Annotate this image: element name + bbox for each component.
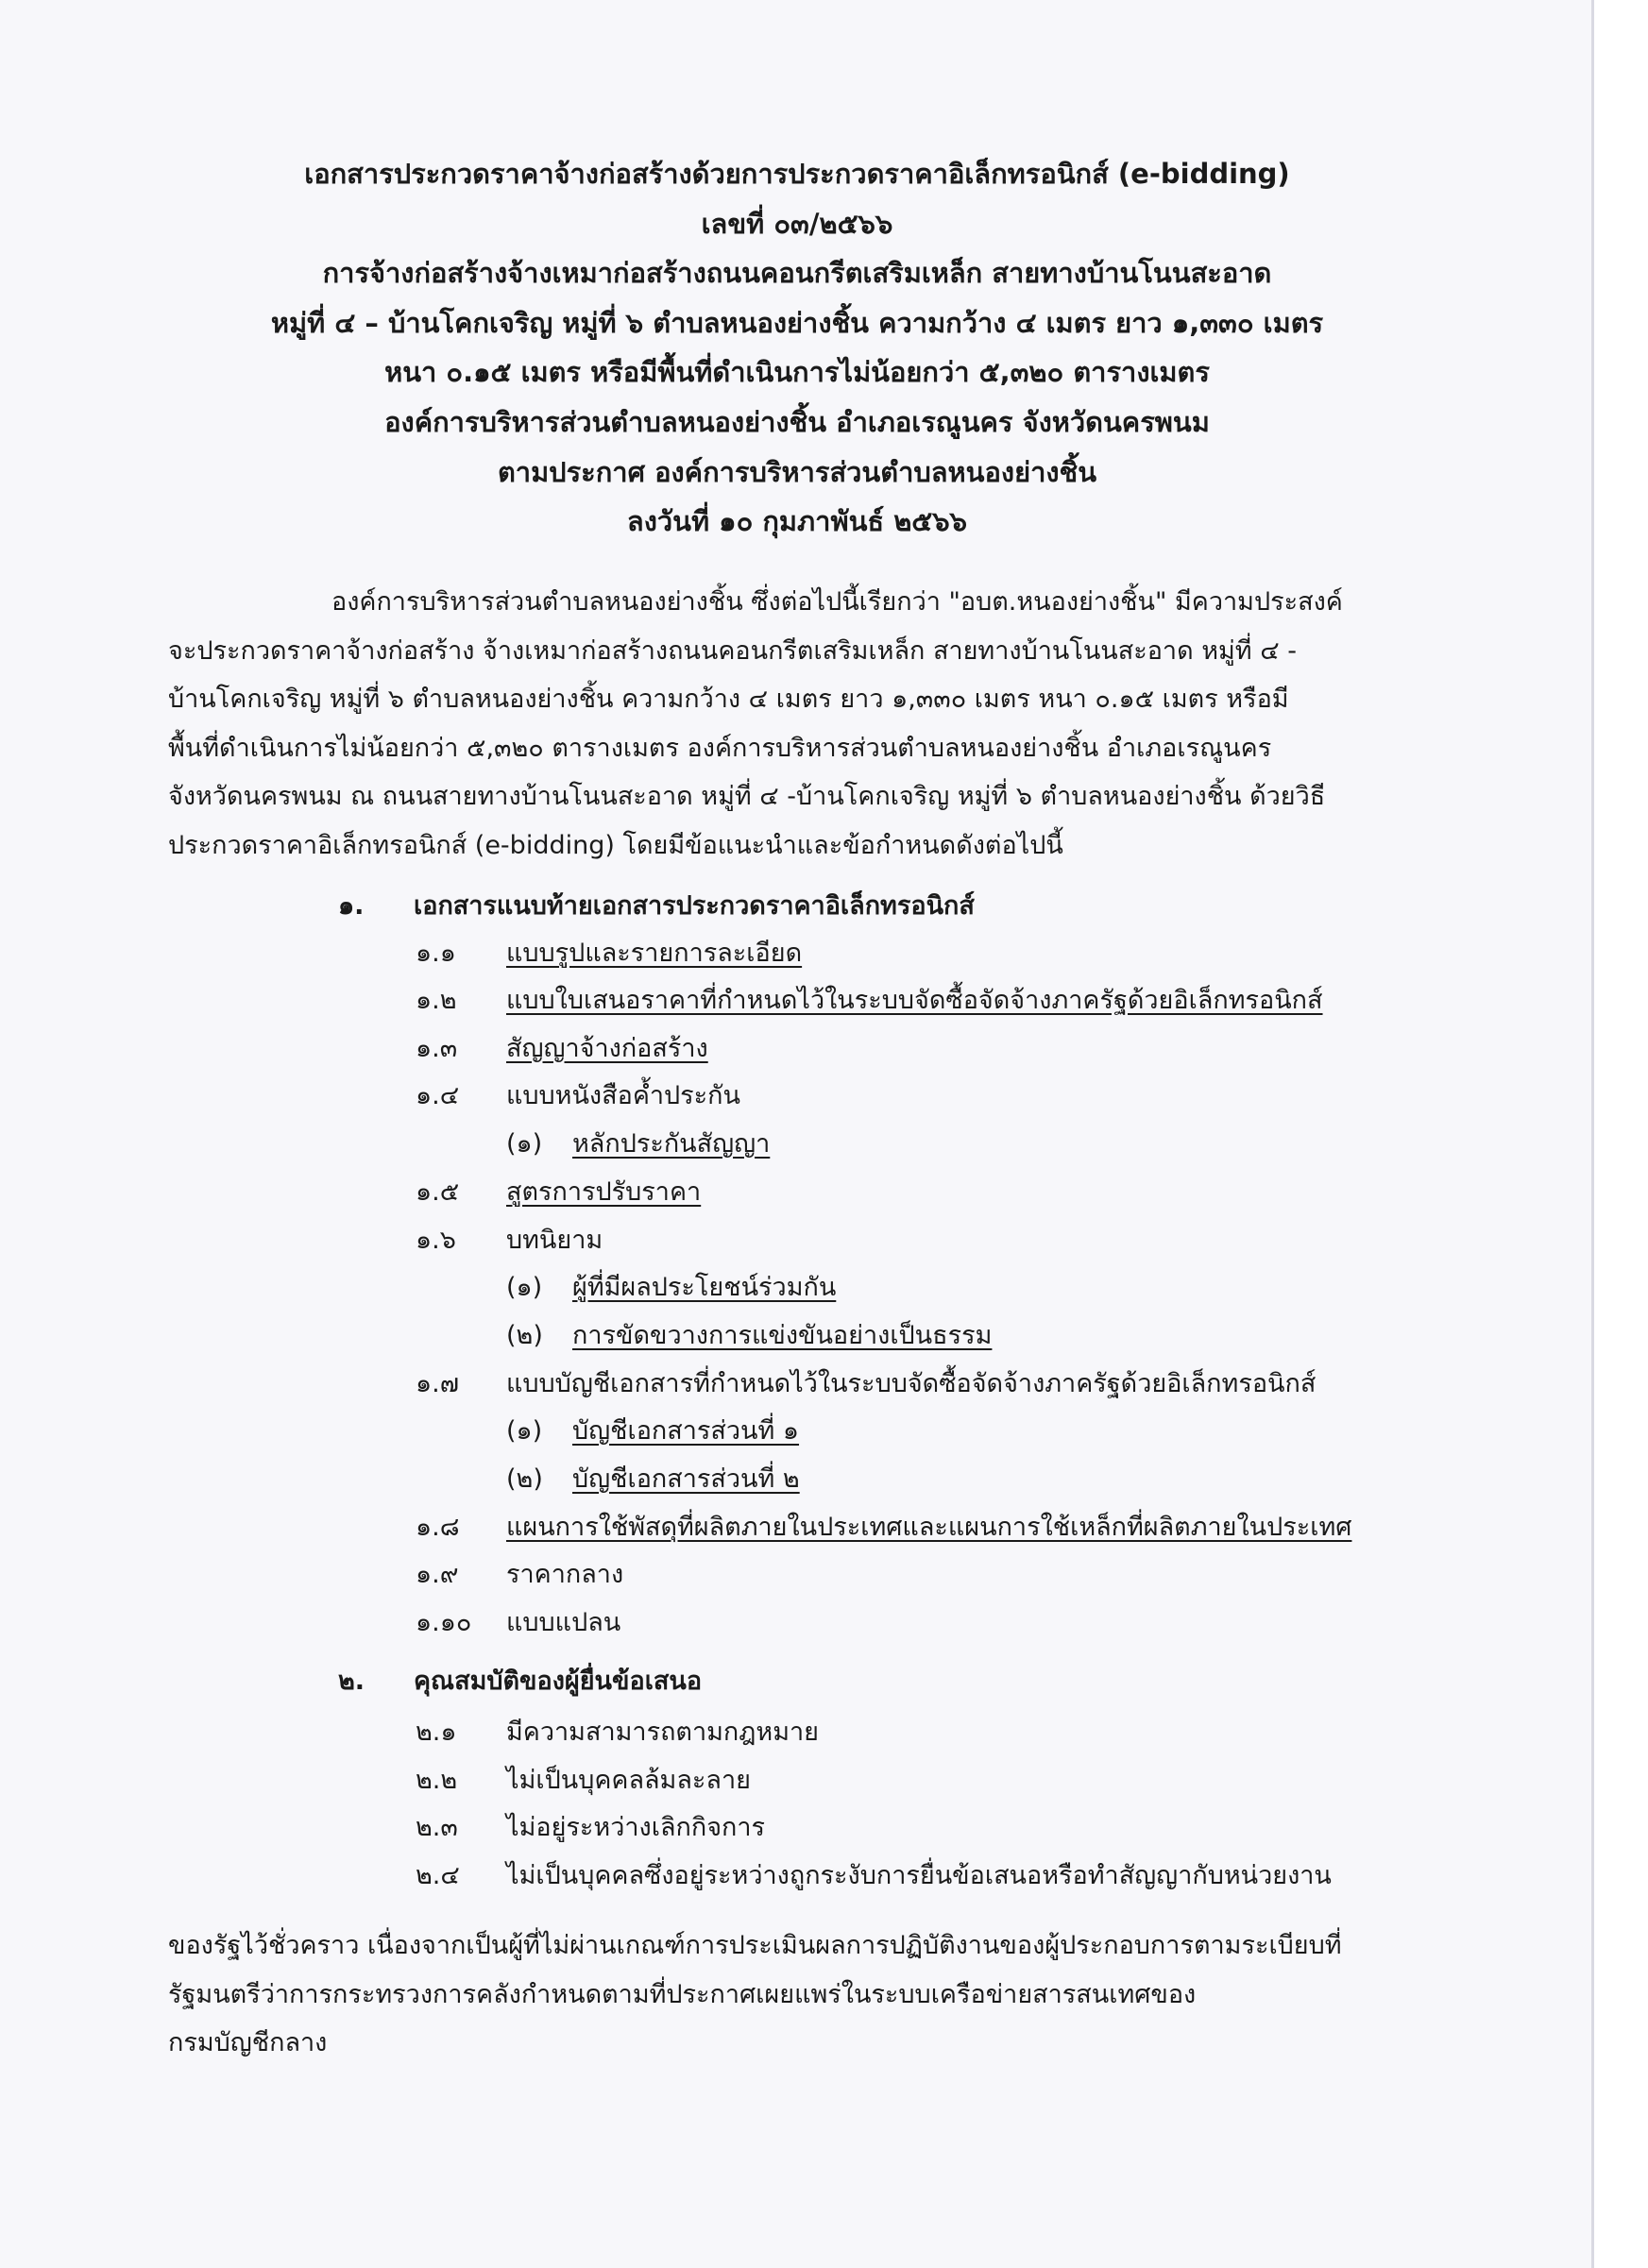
attachment-link[interactable]: หลักประกันสัญญา [572, 1129, 771, 1159]
item-text: บทนิยาม [506, 1226, 603, 1255]
header-doc-number: เลขที่ ๐๓/๒๕๖๖ [701, 207, 893, 240]
item-number: ๑.๗ [416, 1369, 460, 1398]
attachment-link[interactable]: แบบรูปและรายการละเอียด [506, 939, 803, 968]
item-number: ๑.๙ [416, 1560, 459, 1589]
item-number: ๑.๒ [416, 986, 457, 1015]
intro-paragraph [168, 578, 1386, 870]
item-number: ๒.๒ [416, 1766, 458, 1795]
section-number: ๑. [338, 891, 365, 921]
item-number: ๑.๕ [416, 1177, 460, 1207]
intro-line: ประกวดราคาอิเล็กทรอนิกส์ (e-bidding) โดยมีข้อแนะนำและข้อกำหนดดังต่อไปนี้ [168, 830, 1063, 860]
attachment-link[interactable]: แบบใบเสนอราคาที่กำหนดไว้ในระบบจัดซื้อจัดจ้างภาครัฐด้วยอิเล็กทรอนิกส์ [506, 986, 1323, 1015]
item-number: ๑.๘ [416, 1513, 460, 1542]
item-number: ๒.๓ [416, 1813, 458, 1842]
intro-line: บ้านโคกเจริญ หมู่ที่ ๖ ตำบลหนองย่างชิ้น ความกว้าง ๔ เมตร ยาว ๑,๓๓๐ เมตร หนา ๐.๑๕ เมตร หรือมี [168, 685, 1289, 714]
attachment-link[interactable]: ผู้ที่มีผลประโยชน์ร่วมกัน [572, 1273, 837, 1302]
header-project-line-3: หนา ๐.๑๕ เมตร หรือมีพื้นที่ดำเนินการไม่น้อยกว่า ๕,๓๒๐ ตารางเมตร [384, 356, 1210, 389]
header-project-line-1: การจ้างก่อสร้างจ้างเหมาก่อสร้างถนนคอนกรีตเสริมเหล็ก สายทางบ้านโนนสะอาด [322, 257, 1272, 290]
section-title: เอกสารแนบท้ายเอกสารประกวดราคาอิเล็กทรอนิกส์ [414, 891, 975, 921]
item-text: มีความสามารถตามกฎหมาย [506, 1718, 819, 1747]
item-number: ๒.๔ [416, 1861, 460, 1890]
header-date: ลงวันที่ ๑๐ กุมภาพันธ์ ๒๕๖๖ [626, 505, 968, 538]
item-number: ๑.๑๐ [416, 1608, 472, 1637]
header-organization: องค์การบริหารส่วนตำบลหนองย่างชิ้น อำเภอเรณูนคร จังหวัดนครพนม [384, 405, 1210, 438]
item-number: ๑.๖ [416, 1226, 456, 1255]
continuation-line: ของรัฐไว้ชั่วคราว เนื่องจากเป็นผู้ที่ไม่ผ่านเกณฑ์การประเมินผลการปฏิบัติงานของผู้ประกอบการตามระเบียบที่ [168, 1931, 1342, 1960]
intro-line: องค์การบริหารส่วนตำบลหนองย่างชิ้น ซึ่งต่อไปนี้เรียกว่า "อบต.หนองย่างชิ้น" มีความประสงค์ [331, 587, 1343, 617]
item-number: (๑) [506, 1273, 543, 1302]
section-number: ๒. [338, 1667, 365, 1696]
item-text: แบบแปลน [506, 1608, 621, 1637]
header-project-line-2: หมู่ที่ ๔ – บ้านโคกเจริญ หมู่ที่ ๖ ตำบลหนองย่างชิ้น ความกว้าง ๔ เมตร ยาว ๑,๓๓๐ เมตร [270, 306, 1324, 339]
attachment-link[interactable]: การขัดขวางการแข่งขันอย่างเป็นธรรม [572, 1321, 993, 1350]
intro-line: พื้นที่ดำเนินการไม่น้อยกว่า ๕,๓๒๐ ตารางเมตร องค์การบริหารส่วนตำบลหนองย่างชิ้น อำเภอเรณูนคร [168, 733, 1272, 763]
item-number: (๑) [506, 1129, 543, 1159]
continuation-line: รัฐมนตรีว่าการกระทรวงการคลังกำหนดตามที่ประกาศเผยแพร่ในระบบเครือข่ายสารสนเทศของ [168, 1979, 1197, 2009]
attachment-link[interactable]: บัญชีเอกสารส่วนที่ ๒ [572, 1464, 800, 1494]
header-title: เอกสารประกวดราคาจ้างก่อสร้างด้วยการประกวดราคาอิเล็กทรอนิกส์ (e-bidding) [304, 158, 1290, 190]
item-text: แบบบัญชีเอกสารที่กำหนดไว้ในระบบจัดซื้อจัดจ้างภาครัฐด้วยอิเล็กทรอนิกส์ [506, 1369, 1317, 1398]
intro-line: จังหวัดนครพนม ณ ถนนสายทางบ้านโนนสะอาด หมู่ที่ ๔ -บ้านโคกเจริญ หมู่ที่ ๖ ตำบลหนองย่างชิ้น ด้วยวิธี [168, 782, 1326, 811]
attachment-link[interactable]: สูตรการปรับราคา [506, 1177, 702, 1207]
intro-line: จะประกวดราคาจ้างก่อสร้าง จ้างเหมาก่อสร้างถนนคอนกรีตเสริมเหล็ก สายทางบ้านโนนสะอาด หมู่ที่ ๔ - [168, 635, 1297, 666]
item-number: ๑.๔ [416, 1081, 460, 1110]
attachment-link[interactable]: บัญชีเอกสารส่วนที่ ๑ [572, 1416, 800, 1446]
item-text: ราคากลาง [506, 1560, 624, 1589]
header-announcement: ตามประกาศ องค์การบริหารส่วนตำบลหนองย่างชิ้น [497, 455, 1097, 488]
section-2-4-continuation [168, 1921, 1396, 2068]
continuation-line: กรมบัญชีกลาง [168, 2028, 328, 2057]
section-title: คุณสมบัติของผู้ยื่นข้อเสนอ [414, 1667, 703, 1696]
item-text: ไม่อยู่ระหว่างเลิกกิจการ [506, 1813, 766, 1842]
item-text: ไม่เป็นบุคคลซึ่งอยู่ระหว่างถูกระงับการยื่นข้อเสนอหรือทำสัญญากับหน่วยงาน [506, 1861, 1332, 1890]
item-number: (๑) [506, 1416, 543, 1446]
item-text: แบบหนังสือค้ำประกัน [506, 1081, 740, 1110]
item-number: ๑.๓ [416, 1034, 458, 1063]
attachment-link[interactable]: สัญญาจ้างก่อสร้าง [506, 1034, 708, 1063]
item-text: ไม่เป็นบุคคลล้มละลาย [506, 1766, 751, 1795]
attachment-link[interactable]: แผนการใช้พัสดุที่ผลิตภายในประเทศและแผนการใช้เหล็กที่ผลิตภายในประเทศ [506, 1513, 1352, 1542]
item-number: (๒) [506, 1321, 543, 1350]
item-number: ๒.๑ [416, 1718, 457, 1747]
item-number: ๑.๑ [416, 939, 456, 968]
document-header [0, 149, 1594, 547]
item-number: (๒) [506, 1464, 543, 1494]
